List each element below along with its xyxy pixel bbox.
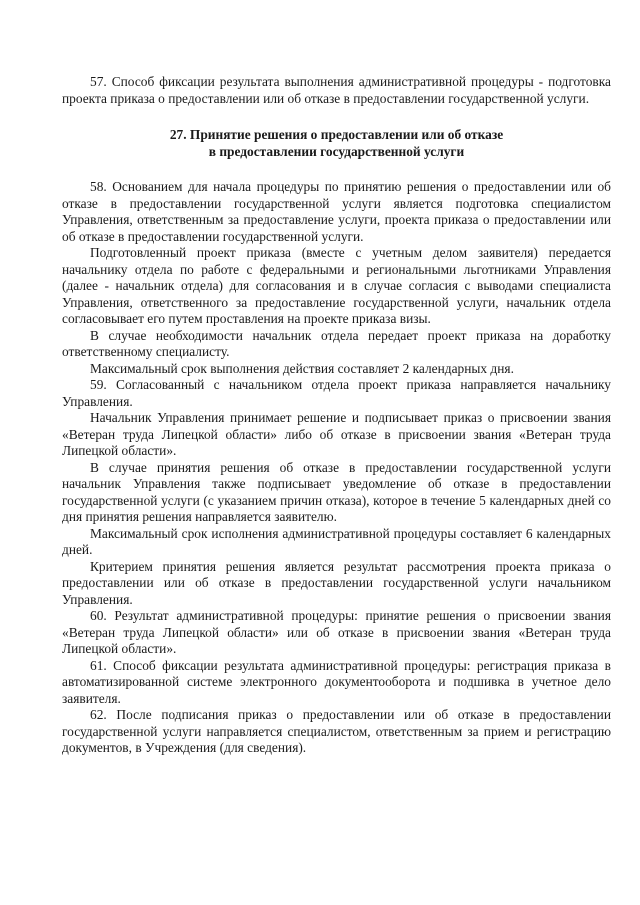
paragraph-refusal: В случае принятия решения об отказе в предоставлении государственной услуги начальник Управления также подписывает уведомление об отказе в предоставлении государственной услуги (с указанием причин отказа), которое в течение 5 календарных дней со дня принятия решения направляется заявителю. [62,459,611,524]
paragraph-max-term-6: Максимальный срок исполнения административной процедуры составляет 6 календарных дней. [62,525,611,557]
paragraph-58: 58. Основанием для начала процедуры по принятию решения о предоставлении или об отказе в предоставлении государственной услуги является подготовка специалистом Управления, ответственным за предоставление услуги, проекта приказа о предоставлении или об отказе в предоставлении государственной услуги. [62,179,611,244]
heading-line-1: 27. Принятие решения о предоставлении или об отказе [169,127,504,142]
paragraph-revision: В случае необходимости начальник отдела передает проект приказа на доработку ответственному специалисту. [62,327,611,359]
paragraph-decision: Начальник Управления принимает решение и подписывает приказ о присвоении звания «Ветеран труда Липецкой области» либо об отказе в присвоении звания «Ветеран труда Липецкой области». [62,410,611,458]
paragraph-60: 60. Результат административной процедуры: принятие решения о присвоении звания «Ветеран труда Липецкой области» или об отказе в присвоении звания «Ветеран труда Липецкой области». [62,608,611,656]
paragraph-57: 57. Способ фиксации результата выполнения административной процедуры - подготовка проекта приказа о предоставлении или об отказе в предоставлении государственной услуги. [62,74,611,106]
paragraph-draft-order: Подготовленный проект приказа (вместе с учетным делом заявителя) передается начальнику отдела по работе с федеральными и региональными льготниками Управления (далее - начальник отдела) для согласования и в случае согласия с выводами специалиста Управления, ответственного за предоставление государственной услуги, начальник отдела согласовывает его путем проставления на проекте приказа визы. [62,245,611,326]
paragraph-max-term-2: Максимальный срок выполнения действия составляет 2 календарных дня. [90,360,514,376]
paragraph-61: 61. Способ фиксации результата административной процедуры: регистрация приказа в автоматизированной системе электронного документооборота и подшивка в учетное дело заявителя. [62,657,611,706]
section-heading [62,127,611,160]
paragraph-criterion: Критерием принятия решения является результат рассмотрения проекта приказа о предоставлении или об отказе в предоставлении государственной услуги начальником Управления. [62,558,611,607]
document-page [62,74,611,757]
paragraph-59: 59. Согласованный с начальником отдела проект приказа направляется начальнику Управления. [62,377,611,409]
paragraph-62: 62. После подписания приказ о предоставлении или об отказе в предоставлении государственной услуги направляется специалистом, ответственным за прием и регистрацию документов, в Учреждения (для сведения). [62,707,611,755]
heading-line-2: в предоставлении государственной услуги [208,143,465,159]
